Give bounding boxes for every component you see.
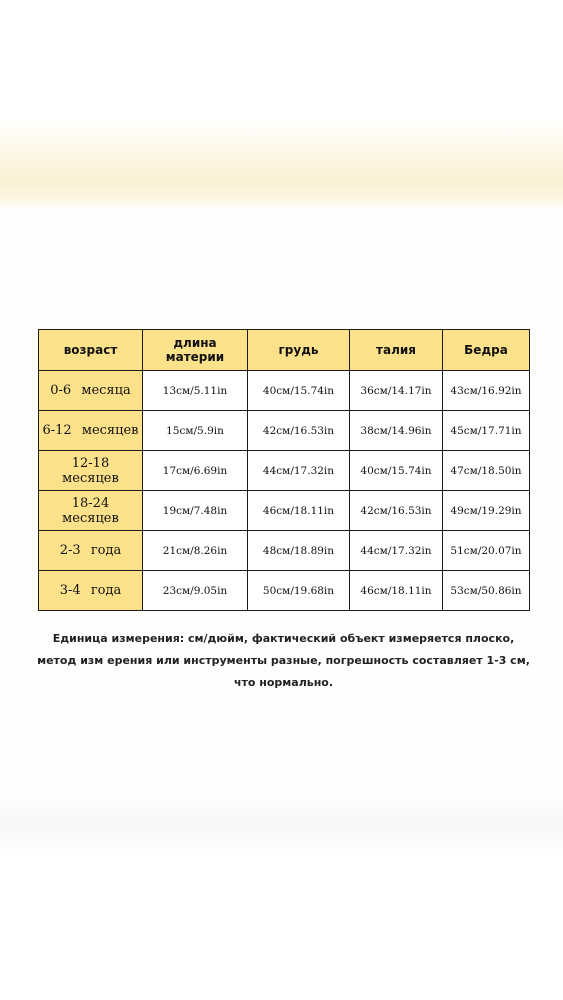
header-age: возраст (39, 330, 143, 371)
hips-cell: 47см/18.50in (443, 451, 530, 491)
age-cell: 6-12 месяцев (39, 411, 143, 451)
chest-cell: 42см/16.53in (248, 411, 350, 451)
chest-cell: 44см/17.32in (248, 451, 350, 491)
chest-cell: 46см/18.11in (248, 491, 350, 531)
table-row (39, 491, 530, 531)
hips-cell: 45см/17.71in (443, 411, 530, 451)
decorative-band-bottom (0, 795, 563, 855)
length-cell: 13см/5.11in (143, 371, 248, 411)
waist-cell: 42см/16.53in (350, 491, 443, 531)
table-row (39, 531, 530, 571)
chest-cell: 50см/19.68in (248, 571, 350, 611)
chest-cell: 40см/15.74in (248, 371, 350, 411)
length-cell: 17см/6.69in (143, 451, 248, 491)
measurement-note: Единица измерения: см/дюйм, фактический объект измеряется плоско, метод изм ерения или инструменты разные, погрешность составляет 1-3 см, что нормально. (37, 632, 530, 689)
waist-cell: 40см/15.74in (350, 451, 443, 491)
waist-cell: 36см/14.17in (350, 371, 443, 411)
age-cell: 0-6 месяца (39, 371, 143, 411)
waist-cell: 44см/17.32in (350, 531, 443, 571)
decorative-band-top (0, 120, 563, 210)
table-row (39, 571, 530, 611)
length-cell: 23см/9.05in (143, 571, 248, 611)
length-cell: 15см/5.9in (143, 411, 248, 451)
chest-cell: 48см/18.89in (248, 531, 350, 571)
age-cell: 18-24 месяцев (39, 491, 143, 531)
waist-cell: 38см/14.96in (350, 411, 443, 451)
hips-cell: 43см/16.92in (443, 371, 530, 411)
hips-cell: 49см/19.29in (443, 491, 530, 531)
header-length: длина материи (143, 330, 248, 371)
length-cell: 19см/7.48in (143, 491, 248, 531)
hips-cell: 53см/50.86in (443, 571, 530, 611)
header-waist: талия (350, 330, 443, 371)
age-cell: 3-4 года (39, 571, 143, 611)
size-chart-table (38, 329, 530, 611)
age-cell: 2-3 года (39, 531, 143, 571)
table-header-row (39, 330, 530, 371)
hips-cell: 51см/20.07in (443, 531, 530, 571)
waist-cell: 46см/18.11in (350, 571, 443, 611)
age-cell: 12-18 месяцев (39, 451, 143, 491)
table-row (39, 451, 530, 491)
length-cell: 21см/8.26in (143, 531, 248, 571)
table-row (39, 411, 530, 451)
table-row (39, 371, 530, 411)
header-chest: грудь (248, 330, 350, 371)
header-hips: Бедра (443, 330, 530, 371)
